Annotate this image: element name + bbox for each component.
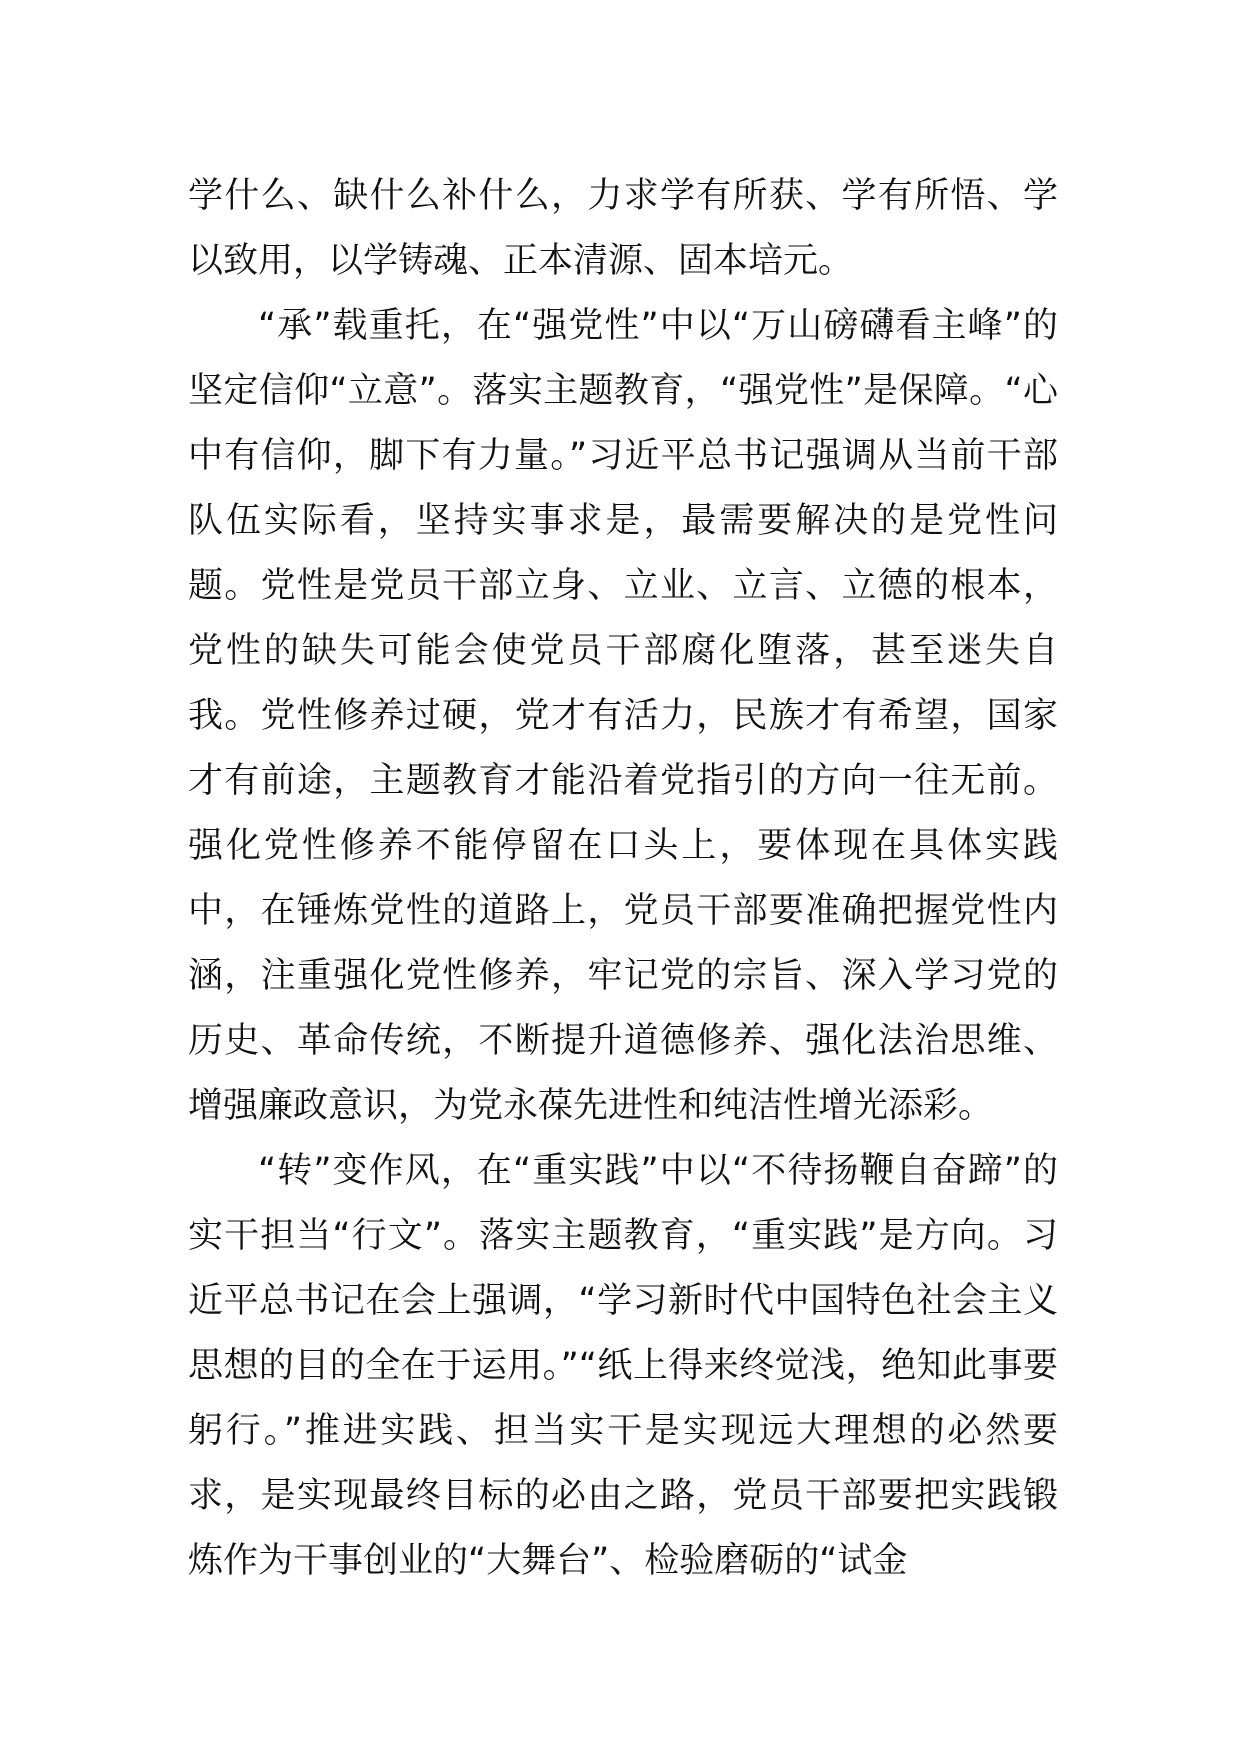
paragraph-continuation: 学什么、缺什么补什么，力求学有所获、学有所悟、学以致用，以学铸魂、正本清源、固本培元。 (188, 176, 1058, 281)
document-body (188, 164, 1058, 1594)
paragraph-party-spirit: “承”载重托，在“强党性”中以“万山磅礴看主峰”的坚定信仰“立意”。落实主题教育，“强党性”是保障。“心中有信仰，脚下有力量。”习近平总书记强调从当前干部队伍实际看，坚持实事求是，最需要解决的是党性问题。党性是党员干部立身、立业、立言、立德的根本，党性的缺失可能会使党员干部腐化堕落，甚至迷失自我。党性修养过硬，党才有活力，民族才有希望，国家才有前途，主题教育才能沿着党指引的方向一往无前。强化党性修养不能停留在口头上，要体现在具体实践中，在锤炼党性的道路上，党员干部要准确把握党性内涵，注重强化党性修养，牢记党的宗旨、深入学习党的历史、革命传统，不断提升道德修养、强化法治思维、增强廉政意识，为党永葆先进性和纯洁性增光添彩。 (188, 306, 1058, 1126)
paragraph-practice: “转”变作风，在“重实践”中以“不待扬鞭自奋蹄”的实干担当“行文”。落实主题教育，“重实践”是方向。习近平总书记在会上强调，“学习新时代中国特色社会主义思想的目的全在于运用。”“纸上得来终觉浅，绝知此事要躬行。”推进实践、担当实干是实现远大理想的必然要求，是实现最终目标的必由之路，党员干部要把实践锻炼作为干事创业的“大舞台”、检验磨砺的“试金 (188, 1151, 1058, 1581)
